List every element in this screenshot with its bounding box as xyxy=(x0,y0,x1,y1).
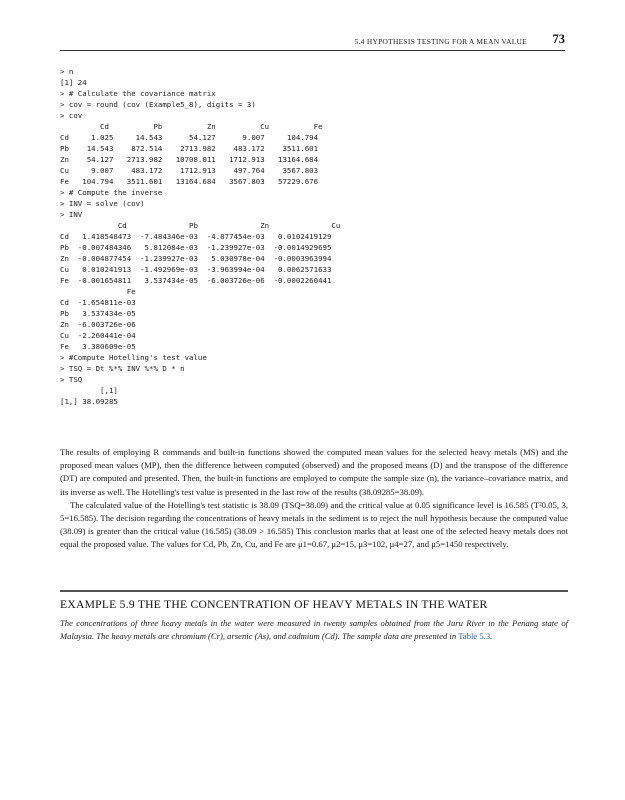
code-line: Cu 0.010241913 -1.492969e-03 -3.963994e-04 0.0062571633 xyxy=(60,265,332,274)
code-lines xyxy=(60,67,340,406)
code-line: > # Calculate the covariance matrix xyxy=(60,89,216,98)
code-line: Zn 54.127 2713.982 10708.011 1712.913 13164.684 xyxy=(60,155,319,164)
code-line: > # Compute the inverse xyxy=(60,188,163,197)
code-line: > cov = round (cov (Example5_8), digits = 3) xyxy=(60,100,256,109)
code-line: [1,] 38.09285 xyxy=(60,397,118,406)
code-line: Fe 104.794 3511.601 13164.684 3567.803 57229.676 xyxy=(60,177,319,186)
code-line: Zn -6.003726e-06 xyxy=(60,320,136,329)
table-reference-link[interactable]: Table 5.3 xyxy=(458,630,491,641)
code-line: Cu -2.260441e-04 xyxy=(60,331,136,340)
code-line: Cd Pb Zn Cu Fe xyxy=(60,122,323,131)
code-line: > TSQ = Dt %*% INV %*% D * n xyxy=(60,364,185,373)
example-title: EXAMPLE 5.9 THE THE CONCENTRATION OF HEAVY METALS IN THE WATER xyxy=(60,598,488,611)
code-line: [1] 24 xyxy=(60,78,87,87)
r-code-listing xyxy=(60,66,570,407)
code-line: > INV xyxy=(60,210,83,219)
code-line: > n xyxy=(60,67,74,76)
code-line: > INV = solve (cov) xyxy=(60,199,145,208)
running-header xyxy=(60,30,565,51)
code-line: Pb 3.537434e-05 xyxy=(60,309,136,318)
code-line: Cu 9.007 483.172 1712.913 497.764 3567.803 xyxy=(60,166,319,175)
code-line: Pb 14.543 872.514 2713.982 483.172 3511.601 xyxy=(60,144,319,153)
example-body-end: . xyxy=(490,630,493,641)
code-line: Fe -0.001654811 3.537434e-05 -6.003726e-06 -0.0002260441 xyxy=(60,276,332,285)
code-line: Cd Pb Zn Cu xyxy=(60,221,341,230)
example-divider xyxy=(60,590,568,592)
running-title: 5.4 HYPOTHESIS TESTING FOR A MEAN VALUE xyxy=(354,37,527,46)
code-line: Fe xyxy=(60,287,136,296)
code-line: Fe 3.380609e-05 xyxy=(60,342,136,351)
paragraph-decision: The calculated value of the Hotelling's test statistic is 38.09 (TSQ=38.09) and the critical value at 0.05 significance level is 16.585 (T²0.05, 3, 5=16.585). The decision regarding the concentrations of heavy metals in the sediment is to reject the null hypothesis because the computed value (38.09) is greater than the critical value (16.585) (38.09 > 16.585) This conclusion marks that at least one of the selected heavy metals does not equal the proposed value. The values for Cd, Pb, Zn, Cu, and Fe are μ1=0.67, μ2=15, μ3=102, μ4=27, and μ5=1450 respectively. xyxy=(60,499,568,550)
code-line: [,1] xyxy=(60,386,118,395)
code-line: Cd 1.025 14.543 54.127 9.007 104.794 xyxy=(60,133,319,142)
code-line: > cov xyxy=(60,111,83,120)
code-line: > #Compute Hotelling's test value xyxy=(60,353,207,362)
code-line: Cd 1.418548473 -7.484346e-03 -4.877454e-03 0.0102419129 xyxy=(60,232,332,241)
code-line: > TSQ xyxy=(60,375,83,384)
code-line: Zn -0.004877454 -1.239927e-03 5.030978e-04 -0.0003963994 xyxy=(60,254,332,263)
example-body-text: The concentrations of three heavy metals in the water were measured in twenty samples obtained from the Juru River in the Penang state of Malaysia. The heavy metals are chromium (Cr), arsenic (As), and cadmium (Cd). The sample data are presented in xyxy=(60,618,568,641)
code-line: Cd -1.654811e-03 xyxy=(60,298,136,307)
example-description xyxy=(60,617,568,643)
paragraph-results: The results of employing R commands and built-in functions showed the computed mean values for the selected heavy metals (MS) and the proposed mean values (MP), then the difference between computed (observed) and the proposed means (D) and the transpose of the difference (DT) are computed and presented. Then, the built-in functions are employed to compute the sample size (n), the variance–covariance matrix, and its inverse as well. The Hotelling's test value is presented in the last row of the results (38.09285=38.09). xyxy=(60,447,568,497)
body-text xyxy=(60,446,568,552)
page-number: 73 xyxy=(552,32,565,46)
code-line: Pb -0.007484346 5.812084e-03 -1.239927e-03 -0.0014929695 xyxy=(60,243,332,252)
